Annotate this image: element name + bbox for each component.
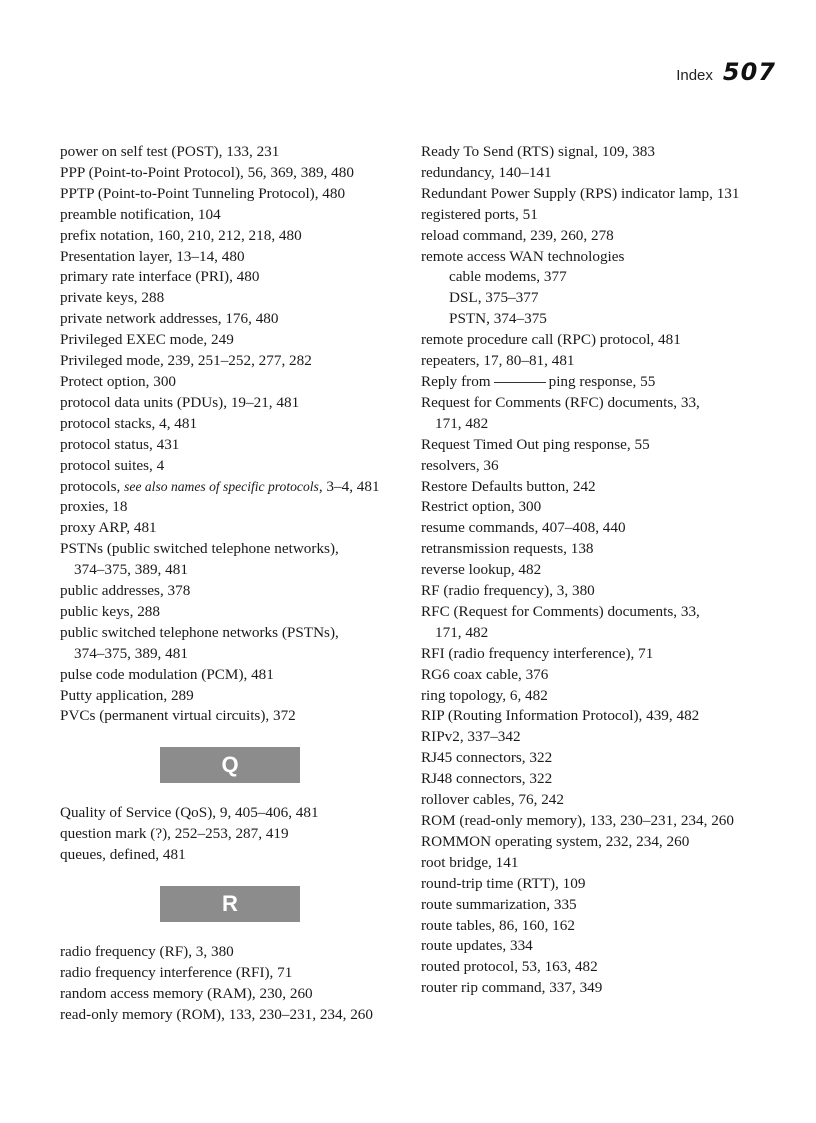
index-entry: random access memory (RAM), 230, 260	[60, 984, 313, 1002]
index-entry: RG6 coax cable, 376	[421, 665, 549, 683]
index-entry: PVCs (permanent virtual circuits), 372	[60, 707, 296, 725]
index-entry: RIPv2, 337–342	[421, 728, 521, 746]
entries-r-a	[421, 142, 796, 267]
index-entry: RJ48 connectors, 322	[421, 770, 553, 788]
see-also-reference: see also names of specific protocols	[124, 478, 319, 494]
index-entry: Redundant Power Supply (RPS) indicator lamp, 131	[421, 184, 740, 202]
index-entry: Restore Defaults button, 242	[421, 477, 596, 495]
index-entry: Quality of Service (QoS), 9, 405–406, 481	[60, 804, 319, 822]
index-entry: proxy ARP, 481	[60, 519, 157, 537]
index-entry: Protect option, 300	[60, 372, 177, 390]
letter-heading-q: Q	[160, 747, 300, 783]
index-entry: RF (radio frequency), 3, 380	[421, 582, 595, 600]
index-entry-continuation: 374–375, 389, 481	[74, 561, 188, 579]
letter-heading-r: R	[160, 886, 300, 922]
index-column-left	[60, 142, 405, 1026]
index-entry: router rip command, 337, 349	[421, 979, 603, 997]
index-entry: reverse lookup, 482	[421, 561, 542, 579]
index-entry: Ready To Send (RTS) signal, 109, 383	[421, 143, 655, 160]
index-entry: resume commands, 407–408, 440	[421, 519, 626, 537]
index-entry: registered ports, 51	[421, 205, 538, 223]
index-entry: radio frequency interference (RFI), 71	[60, 964, 293, 981]
index-entry: protocol stacks, 4, 481	[60, 414, 198, 432]
index-entry: protocol status, 431	[60, 435, 180, 453]
index-subentry: cable modems, 377	[449, 268, 567, 286]
index-entry: proxies, 18	[60, 498, 128, 516]
index-entry: read-only memory (ROM), 133, 230–231, 234, 260	[60, 1005, 373, 1023]
index-entry: ROMMON operating system, 232, 234, 260	[421, 832, 690, 850]
index-entry: root bridge, 141	[421, 853, 519, 871]
index-entry: prefix notation, 160, 210, 212, 218, 480	[60, 226, 302, 244]
index-entry: question mark (?), 252–253, 287, 419	[60, 825, 289, 843]
index-entry: round-trip time (RTT), 109	[421, 874, 586, 892]
index-entry: Putty application, 289	[60, 686, 194, 704]
index-entry: route updates, 334	[421, 937, 533, 955]
running-header	[676, 58, 776, 86]
index-entry: Restrict option, 300	[421, 498, 542, 516]
index-subentry: PSTN, 374–375	[449, 310, 547, 328]
index-entry-protocols: protocols, see also names of specific protocols, 3–4, 481	[60, 477, 380, 495]
index-entry: private network addresses, 176, 480	[60, 310, 279, 328]
index-entry: resolvers, 36	[421, 456, 499, 474]
index-entry: public switched telephone networks (PSTNs),	[60, 623, 339, 641]
index-entry: Presentation layer, 13–14, 480	[60, 247, 245, 265]
index-entry: queues, defined, 481	[60, 846, 186, 864]
entries-p-mid	[60, 497, 405, 560]
index-entry-continuation: 374–375, 389, 481	[74, 644, 188, 662]
section-letter-r	[60, 886, 400, 922]
index-entry: power on self test (POST), 133, 231	[60, 143, 280, 160]
index-entry: PSTNs (public switched telephone networks),	[60, 540, 339, 558]
index-entry: route summarization, 335	[421, 895, 577, 913]
entries-p-top	[60, 142, 405, 477]
index-entry: ROM (read-only memory), 133, 230–231, 234, 260	[421, 812, 734, 829]
page-number: 507	[722, 58, 776, 86]
index-entry: pulse code modulation (PCM), 481	[60, 665, 274, 683]
entries-r-subs	[421, 267, 796, 330]
index-entry: redundancy, 140–141	[421, 163, 552, 181]
index-entry: repeaters, 17, 80–81, 481	[421, 352, 575, 370]
index-subentry: DSL, 375–377	[449, 289, 539, 307]
entries-r-d	[421, 435, 796, 602]
blank-line	[494, 382, 546, 383]
index-entry: RFC (Request for Comments) documents, 33,	[421, 602, 700, 620]
entries-r-b	[421, 330, 796, 372]
index-entry: private keys, 288	[60, 289, 165, 307]
index-entry: PPTP (Point-to-Point Tunneling Protocol), 480	[60, 184, 346, 202]
section-letter-q	[60, 747, 400, 783]
index-entry: remote procedure call (RPC) protocol, 481	[421, 331, 681, 349]
index-entry: RIP (Routing Information Protocol), 439, 482	[421, 707, 700, 725]
index-entry: public addresses, 378	[60, 582, 191, 600]
index-entry-reply-from: Reply from ping response, 55	[421, 372, 656, 390]
entries-q	[60, 803, 405, 866]
index-entry: preamble notification, 104	[60, 205, 221, 223]
index-entry: route tables, 86, 160, 162	[421, 916, 575, 934]
index-entry: Request Timed Out ping response, 55	[421, 435, 650, 453]
index-entry: RFI (radio frequency interference), 71	[421, 644, 654, 662]
entries-p-mid2	[60, 581, 405, 644]
entries-p-mid3	[60, 665, 405, 728]
index-entry: Privileged mode, 239, 251–252, 277, 282	[60, 352, 312, 370]
index-entry: routed protocol, 53, 163, 482	[421, 958, 598, 976]
entries-r	[60, 942, 405, 1026]
index-entry: radio frequency (RF), 3, 380	[60, 943, 234, 961]
index-entry: Privileged EXEC mode, 249	[60, 331, 234, 349]
entries-r-f	[421, 644, 796, 999]
index-entry: Request for Comments (RFC) documents, 33,	[421, 393, 700, 411]
index-entry: primary rate interface (PRI), 480	[60, 268, 260, 286]
index-entry: reload command, 239, 260, 278	[421, 226, 614, 244]
index-entry: RJ45 connectors, 322	[421, 749, 553, 767]
header-section-label: Index	[676, 67, 713, 84]
index-entry: protocol suites, 4	[60, 456, 165, 474]
index-entry: PPP (Point-to-Point Protocol), 56, 369, 389, 480	[60, 163, 354, 181]
index-column-right	[421, 142, 796, 999]
index-entry-continuation: 171, 482	[435, 414, 489, 432]
index-entry: remote access WAN technologies	[421, 247, 625, 265]
index-entry: protocol data units (PDUs), 19–21, 481	[60, 393, 300, 411]
index-entry: retransmission requests, 138	[421, 540, 594, 558]
index-entry: public keys, 288	[60, 602, 160, 620]
index-entry: ring topology, 6, 482	[421, 686, 548, 704]
index-entry: rollover cables, 76, 242	[421, 791, 564, 809]
index-entry-continuation: 171, 482	[435, 623, 489, 641]
